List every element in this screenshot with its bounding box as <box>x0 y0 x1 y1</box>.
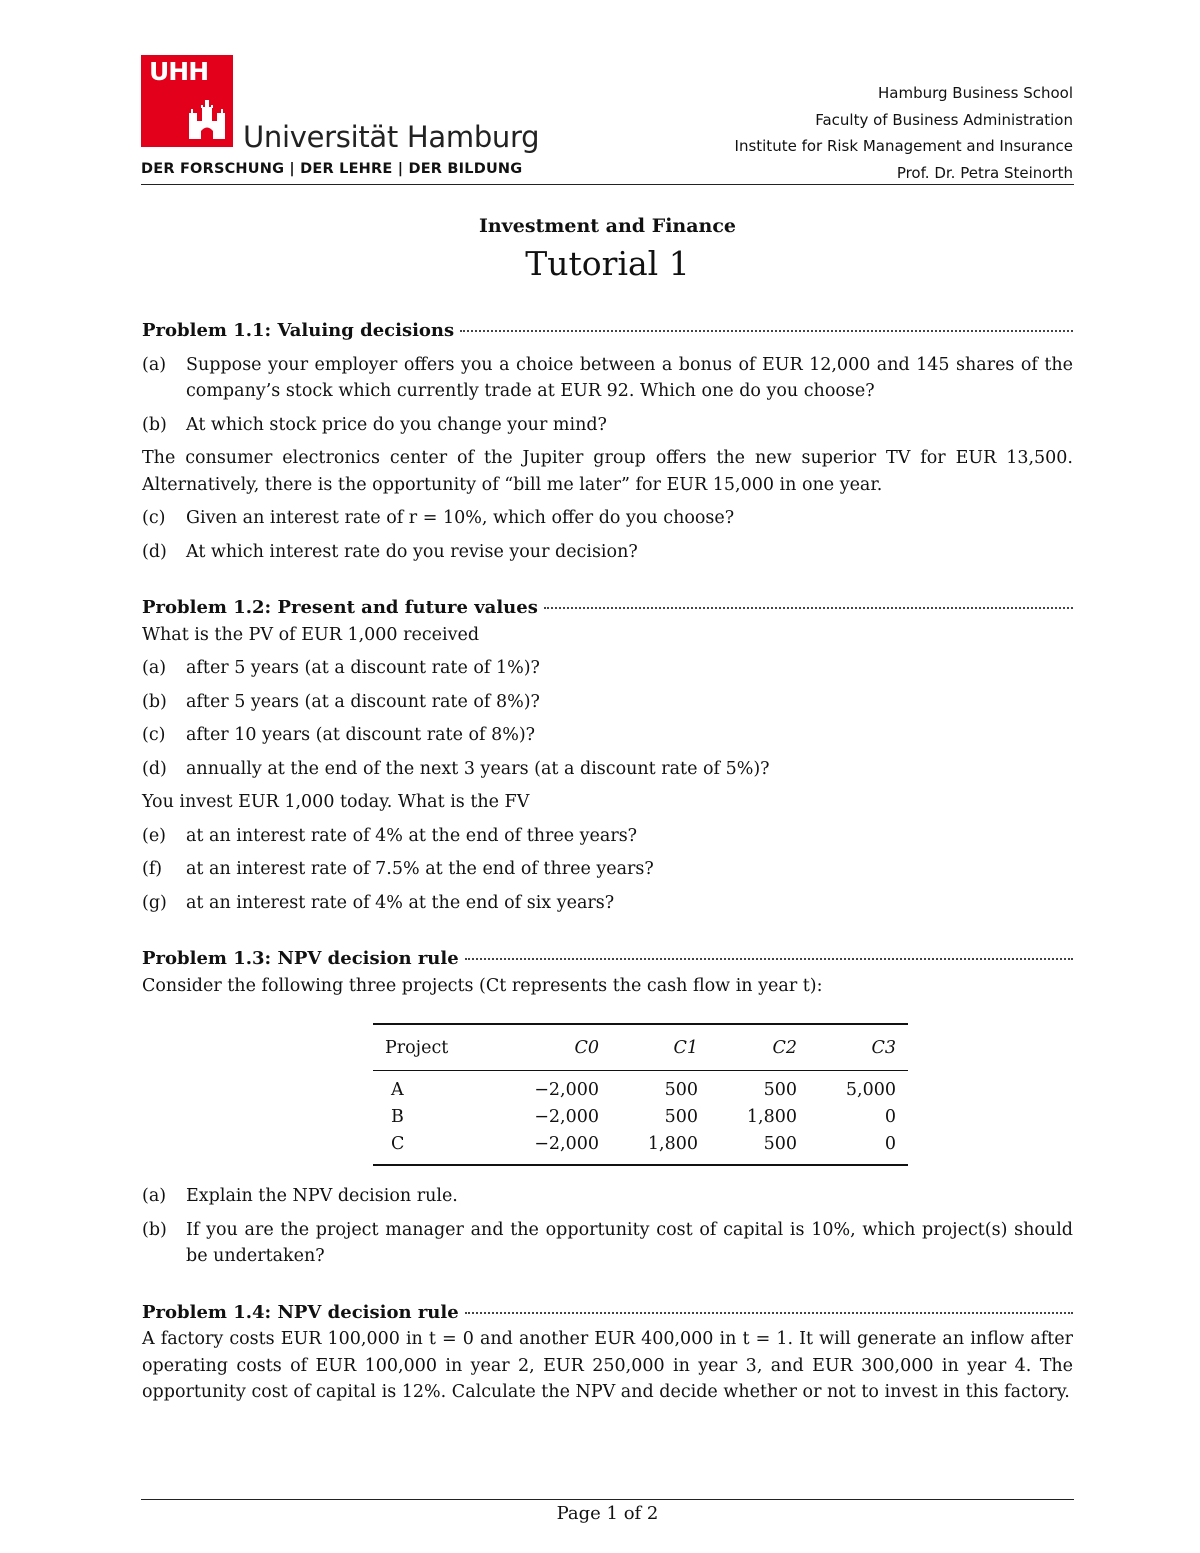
problem-title: Problem 1.2: Present and future values <box>142 597 538 618</box>
item-text: after 10 years (at discount rate of 8%)? <box>186 725 536 745</box>
table-cell: −2,000 <box>534 1107 599 1127</box>
logo-text: UHH <box>149 57 209 86</box>
item-label: (b) <box>142 691 167 712</box>
list-item <box>142 655 1073 682</box>
list-item <box>142 756 1073 783</box>
item-text: Explain the NPV decision rule. <box>186 1186 458 1206</box>
item-text: Suppose your employer offers you a choice between a bonus of EUR 12,000 and 145 shares of the company’s stock which currently trade at EUR 92. Which one do you choose? <box>186 354 1073 401</box>
university-logo <box>141 55 233 147</box>
course-title: Investment and Finance <box>478 215 737 237</box>
dot-leader <box>544 607 1073 609</box>
problem-title: Problem 1.4: NPV decision rule <box>142 1301 459 1323</box>
list-item <box>142 689 1073 716</box>
list-item <box>142 890 1073 917</box>
problem-sheet <box>142 318 1073 1406</box>
tutorial-title: Tutorial 1 <box>525 244 690 283</box>
list-item <box>142 352 1073 405</box>
column-header: C0 <box>507 1024 611 1071</box>
table-cell: 500 <box>664 1107 698 1127</box>
institution-line: Faculty of Business Administration <box>815 110 1073 129</box>
item-label: (d) <box>142 758 167 779</box>
dot-leader <box>460 330 1073 332</box>
cash-flow-table <box>373 1023 908 1166</box>
header-divider <box>141 184 1074 185</box>
item-label: (e) <box>142 825 167 846</box>
table-row <box>373 1104 908 1131</box>
column-header: C2 <box>710 1024 809 1071</box>
institution-line: Hamburg Business School <box>877 84 1073 102</box>
table-cell: 1,800 <box>611 1131 710 1165</box>
university-name: Universität Hamburg <box>243 120 540 154</box>
list-item <box>142 1183 1073 1210</box>
item-label: (a) <box>142 1186 167 1206</box>
item-label: (c) <box>142 725 166 745</box>
paragraph: What is the PV of EUR 1,000 received <box>142 624 480 645</box>
item-text: at an interest rate of 4% at the end of three years? <box>186 825 638 846</box>
item-text: annually at the end of the next 3 years (at a discount rate of 5%)? <box>186 758 770 779</box>
paragraph: A factory costs EUR 100,000 in t = 0 and another EUR 400,000 in t = 1. It will generate an inflow after operating costs of EUR 100,000 in year 2, EUR 250,000 in year 3, and EUR 300,000 in year 4. The opportunity cost of capital is 12%. Calculate the NPV and decide whether or not to invest in this factory. <box>142 1329 1073 1402</box>
item-label: (g) <box>142 892 167 913</box>
problem-heading <box>142 595 1073 622</box>
item-label: (d) <box>142 541 167 562</box>
footer-divider <box>141 1499 1074 1500</box>
column-header: C3 <box>809 1024 908 1071</box>
item-label: (a) <box>142 658 167 678</box>
institution-line: Prof. Dr. Petra Steinorth <box>896 163 1073 182</box>
item-text: At which stock price do you change your mind? <box>186 414 607 435</box>
column-header: C1 <box>611 1024 710 1071</box>
paragraph: The consumer electronics center of the Jupiter group offers the new superior TV for EUR 13,500. Alternatively, there is the opportunity of “bill me later” for EUR 15,000 in one year. <box>142 448 1073 495</box>
table-row <box>373 1131 908 1165</box>
list-item <box>142 856 1073 883</box>
list-item <box>142 722 1073 749</box>
item-label: (c) <box>142 508 166 528</box>
table-cell: 1,800 <box>746 1107 797 1127</box>
table-cell: 500 <box>763 1080 797 1100</box>
problem-heading <box>142 946 1073 973</box>
item-label: (a) <box>142 354 167 375</box>
dot-leader <box>465 958 1073 960</box>
table-row <box>373 1071 908 1105</box>
table-cell: 0 <box>809 1131 908 1165</box>
table-cell: B <box>391 1107 404 1127</box>
paragraph: Consider the following three projects (Ct represents the cash flow in year t): <box>142 975 823 996</box>
list-item <box>142 823 1073 850</box>
column-header: Project <box>373 1024 507 1071</box>
castle-crest-icon <box>186 99 228 141</box>
item-text: after 5 years (at a discount rate of 8%)? <box>186 691 540 712</box>
dot-leader <box>465 1312 1073 1314</box>
list-item <box>142 505 1073 532</box>
item-text: after 5 years (at a discount rate of 1%)? <box>186 658 540 678</box>
institution-block <box>735 80 1073 186</box>
table-cell: −2,000 <box>507 1131 611 1165</box>
list-item <box>142 1217 1073 1270</box>
table-cell: A <box>391 1080 404 1100</box>
university-motto: DER FORSCHUNG | DER LEHRE | DER BILDUNG <box>141 161 523 177</box>
table-cell: 5,000 <box>845 1080 896 1100</box>
item-text: At which interest rate do you revise your decision? <box>186 541 638 562</box>
institution-line: Institute for Risk Management and Insurance <box>734 137 1073 155</box>
table-cell: 500 <box>664 1080 698 1100</box>
table-cell: C <box>373 1131 507 1165</box>
paragraph: You invest EUR 1,000 today. What is the FV <box>142 792 530 812</box>
table-cell: 0 <box>884 1107 896 1127</box>
problem-heading <box>142 1300 1073 1327</box>
item-text: at an interest rate of 4% at the end of six years? <box>186 892 615 913</box>
problem-title: Problem 1.1: Valuing decisions <box>142 320 455 341</box>
table-cell: −2,000 <box>534 1080 599 1100</box>
list-item <box>142 412 1073 439</box>
table-header-row <box>373 1024 908 1071</box>
item-text: Given an interest rate of r = 10%, which offer do you choose? <box>186 508 735 528</box>
item-text: If you are the project manager and the opportunity cost of capital is 10%, which project(s) should be undertaken? <box>186 1219 1073 1266</box>
page-number: Page 1 of 2 <box>556 1503 659 1524</box>
item-text: at an interest rate of 7.5% at the end of three years? <box>186 859 654 879</box>
list-item <box>142 539 1073 566</box>
problem-heading <box>142 318 1073 345</box>
table-cell: 500 <box>710 1131 809 1165</box>
problem-title: Problem 1.3: NPV decision rule <box>142 948 459 969</box>
item-label: (b) <box>142 414 167 435</box>
item-label: (b) <box>142 1219 167 1240</box>
item-label: (f) <box>142 859 163 879</box>
